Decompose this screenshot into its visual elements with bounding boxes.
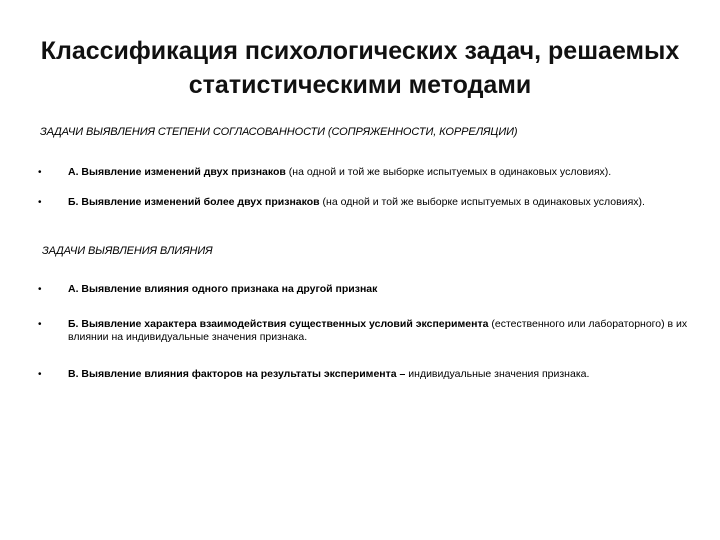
list-item-bold: Б. Выявление изменений более двух признаков [68, 196, 320, 208]
list-item-text [68, 318, 688, 344]
list-item-rest: (на одной и той же выборке испытуемых в одинаковых условиях). [319, 196, 645, 208]
list-item-bold: В. Выявление влияния факторов на результаты эксперимента – [68, 368, 406, 380]
list-item-bold: А. Выявление влияния одного признака на другой признак [68, 283, 378, 295]
bullet-icon: • [38, 369, 42, 380]
bullet-icon: • [38, 197, 42, 208]
bullet-icon: • [38, 167, 42, 178]
section-heading-influence: ЗАДАЧИ ВЫЯВЛЕНИЯ ВЛИЯНИЯ [42, 245, 213, 257]
list-item-rest: (естественного или лабораторного) в их влиянии на индивидуальные значения признака. [68, 318, 688, 343]
list-item-text [68, 196, 688, 209]
list-item-text [68, 368, 688, 381]
bullet-icon: • [38, 319, 42, 330]
section-heading-agreement: ЗАДАЧИ ВЫЯВЛЕНИЯ СТЕПЕНИ СОГЛАСОВАННОСТИ (СОПРЯЖЕННОСТИ, КОРРЕЛЯЦИИ) [40, 126, 518, 138]
list-item-bold: А. Выявление изменений двух признаков [68, 166, 286, 178]
list-item-rest: (на одной и той же выборке испытуемых в одинаковых условиях). [285, 166, 612, 178]
list-item-bold: Б. Выявление характера взаимодействия существенных условий эксперимента [68, 318, 489, 330]
slide-title: Классификация психологических задач, решаемых статистическими методами [40, 37, 680, 99]
list-item-text [68, 283, 688, 296]
list-item-text [68, 166, 688, 179]
list-item-rest: индивидуальные значения признака. [405, 368, 590, 380]
bullet-icon: • [38, 284, 42, 295]
